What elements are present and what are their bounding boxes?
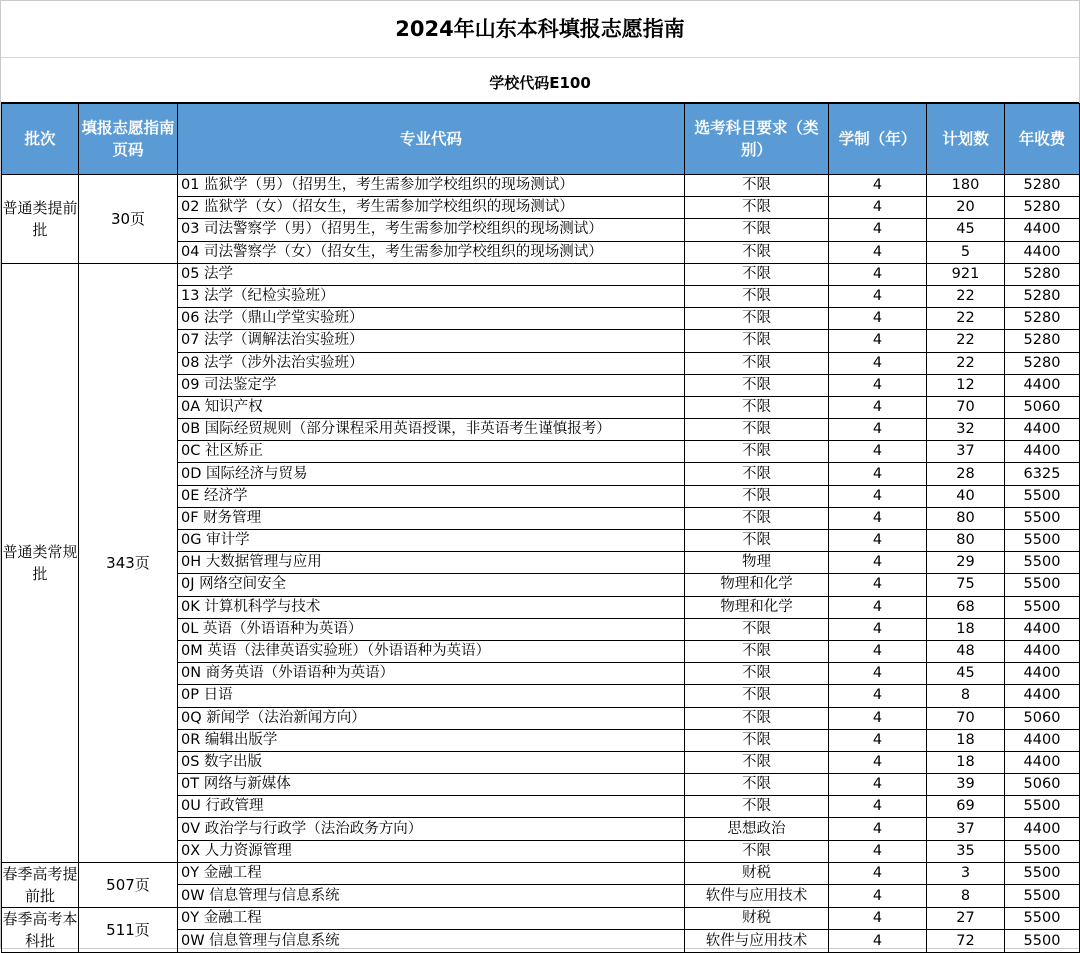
fee-cell: 5500	[1005, 552, 1080, 574]
header-major: 专业代码	[178, 104, 685, 175]
years-cell: 4	[829, 241, 927, 263]
major-cell: 0R 编辑出版学	[178, 729, 685, 751]
fee-cell: 5500	[1005, 862, 1080, 885]
fee-cell: 5060	[1005, 396, 1080, 418]
plan-cell: 37	[927, 441, 1005, 463]
years-cell: 4	[829, 930, 927, 953]
fee-cell: 5500	[1005, 885, 1080, 908]
years-cell: 4	[829, 530, 927, 552]
admission-plan-table	[1, 103, 1080, 953]
major-cell: 04 司法警察学（女）（招女生，考生需参加学校组织的现场测试）	[178, 241, 685, 263]
major-cell: 0T 网络与新媒体	[178, 774, 685, 796]
major-cell: 0N 商务英语（外语语种为英语）	[178, 663, 685, 685]
subject-cell: 不限	[685, 219, 829, 241]
subject-cell: 不限	[685, 751, 829, 773]
major-cell: 0A 知识产权	[178, 396, 685, 418]
fee-cell: 5500	[1005, 507, 1080, 529]
years-cell: 4	[829, 729, 927, 751]
major-cell: 02 监狱学（女）（招女生，考生需参加学校组织的现场测试）	[178, 197, 685, 219]
table-row	[2, 907, 1080, 930]
major-cell: 07 法学（调解法治实验班）	[178, 330, 685, 352]
fee-cell: 4400	[1005, 374, 1080, 396]
years-cell: 4	[829, 596, 927, 618]
years-cell: 4	[829, 441, 927, 463]
fee-cell: 4400	[1005, 241, 1080, 263]
fee-cell: 5280	[1005, 285, 1080, 307]
years-cell: 4	[829, 352, 927, 374]
major-cell: 09 司法鉴定学	[178, 374, 685, 396]
fee-cell: 5500	[1005, 840, 1080, 862]
major-cell: 0F 财务管理	[178, 507, 685, 529]
fee-cell: 4400	[1005, 729, 1080, 751]
subject-cell: 不限	[685, 308, 829, 330]
plan-cell: 18	[927, 618, 1005, 640]
plan-cell: 8	[927, 685, 1005, 707]
major-cell: 0M 英语（法律英语实验班）（外语语种为英语）	[178, 640, 685, 662]
subject-cell: 不限	[685, 507, 829, 529]
subject-cell: 软件与应用技术	[685, 885, 829, 908]
header-fee: 年收费	[1005, 104, 1080, 175]
major-cell: 0B 国际经贸规则（部分课程采用英语授课，非英语考生谨慎报考）	[178, 419, 685, 441]
plan-cell: 22	[927, 352, 1005, 374]
subject-cell: 不限	[685, 197, 829, 219]
plan-cell: 70	[927, 396, 1005, 418]
fee-cell: 5060	[1005, 707, 1080, 729]
years-cell: 4	[829, 640, 927, 662]
table-row	[2, 263, 1080, 285]
subject-cell: 不限	[685, 463, 829, 485]
plan-cell: 18	[927, 729, 1005, 751]
fee-cell: 5500	[1005, 574, 1080, 596]
fee-cell: 4400	[1005, 219, 1080, 241]
plan-cell: 22	[927, 330, 1005, 352]
years-cell: 4	[829, 507, 927, 529]
subject-cell: 不限	[685, 441, 829, 463]
years-cell: 4	[829, 907, 927, 930]
years-cell: 4	[829, 574, 927, 596]
header-years: 学制（年）	[829, 104, 927, 175]
years-cell: 4	[829, 751, 927, 773]
guide-page-cell: 507页	[79, 862, 178, 907]
years-cell: 4	[829, 197, 927, 219]
plan-cell: 69	[927, 796, 1005, 818]
subject-cell: 不限	[685, 241, 829, 263]
years-cell: 4	[829, 862, 927, 885]
subject-cell: 不限	[685, 175, 829, 197]
major-cell: 0W 信息管理与信息系统	[178, 885, 685, 908]
major-cell: 0C 社区矫正	[178, 441, 685, 463]
subject-cell: 不限	[685, 640, 829, 662]
years-cell: 4	[829, 219, 927, 241]
plan-cell: 28	[927, 463, 1005, 485]
major-cell: 08 法学（涉外法治实验班）	[178, 352, 685, 374]
years-cell: 4	[829, 263, 927, 285]
plan-cell: 18	[927, 751, 1005, 773]
major-cell: 0U 行政管理	[178, 796, 685, 818]
plan-cell: 40	[927, 485, 1005, 507]
subject-cell: 不限	[685, 840, 829, 862]
subject-cell: 不限	[685, 396, 829, 418]
major-cell: 03 司法警察学（男）（招男生，考生需参加学校组织的现场测试）	[178, 219, 685, 241]
plan-cell: 27	[927, 907, 1005, 930]
subject-cell: 不限	[685, 618, 829, 640]
major-cell: 0E 经济学	[178, 485, 685, 507]
subject-cell: 不限	[685, 774, 829, 796]
plan-cell: 35	[927, 840, 1005, 862]
header-batch: 批次	[2, 104, 79, 175]
fee-cell: 5280	[1005, 352, 1080, 374]
plan-cell: 29	[927, 552, 1005, 574]
years-cell: 4	[829, 840, 927, 862]
major-cell: 0S 数字出版	[178, 751, 685, 773]
fee-cell: 4400	[1005, 640, 1080, 662]
fee-cell: 4400	[1005, 685, 1080, 707]
fee-cell: 5280	[1005, 330, 1080, 352]
fee-cell: 6325	[1005, 463, 1080, 485]
major-cell: 05 法学	[178, 263, 685, 285]
fee-cell: 5500	[1005, 485, 1080, 507]
major-cell: 0Y 金融工程	[178, 862, 685, 885]
plan-cell: 80	[927, 507, 1005, 529]
major-cell: 06 法学（鼎山学堂实验班）	[178, 308, 685, 330]
subject-cell: 财税	[685, 907, 829, 930]
subject-cell: 软件与应用技术	[685, 930, 829, 953]
years-cell: 4	[829, 818, 927, 840]
years-cell: 4	[829, 308, 927, 330]
fee-cell: 5500	[1005, 907, 1080, 930]
years-cell: 4	[829, 175, 927, 197]
header-guide-page: 填报志愿指南页码	[79, 104, 178, 175]
subject-cell: 不限	[685, 352, 829, 374]
major-cell: 0V 政治学与行政学（法治政务方向）	[178, 818, 685, 840]
school-code-subtitle: 学校代码E100	[1, 58, 1079, 103]
fee-cell: 4400	[1005, 818, 1080, 840]
years-cell: 4	[829, 685, 927, 707]
fee-cell: 5280	[1005, 197, 1080, 219]
subject-cell: 不限	[685, 707, 829, 729]
years-cell: 4	[829, 796, 927, 818]
plan-cell: 48	[927, 640, 1005, 662]
major-cell: 0D 国际经济与贸易	[178, 463, 685, 485]
plan-cell: 921	[927, 263, 1005, 285]
major-cell: 0J 网络空间安全	[178, 574, 685, 596]
subject-cell: 物理	[685, 552, 829, 574]
major-cell: 0G 审计学	[178, 530, 685, 552]
plan-cell: 72	[927, 930, 1005, 953]
years-cell: 4	[829, 774, 927, 796]
plan-cell: 22	[927, 308, 1005, 330]
years-cell: 4	[829, 330, 927, 352]
subject-cell: 不限	[685, 419, 829, 441]
batch-cell: 春季高考本科批	[2, 907, 79, 952]
plan-cell: 80	[927, 530, 1005, 552]
plan-cell: 5	[927, 241, 1005, 263]
years-cell: 4	[829, 707, 927, 729]
plan-cell: 39	[927, 774, 1005, 796]
page-title: 2024年山东本科填报志愿指南	[1, 1, 1079, 58]
subject-cell: 不限	[685, 374, 829, 396]
plan-cell: 45	[927, 219, 1005, 241]
guide-page-cell: 343页	[79, 263, 178, 862]
major-cell: 01 监狱学（男）（招男生，考生需参加学校组织的现场测试）	[178, 175, 685, 197]
subject-cell: 思想政治	[685, 818, 829, 840]
plan-cell: 45	[927, 663, 1005, 685]
years-cell: 4	[829, 374, 927, 396]
years-cell: 4	[829, 618, 927, 640]
major-cell: 0X 人力资源管理	[178, 840, 685, 862]
plan-cell: 37	[927, 818, 1005, 840]
fee-cell: 5500	[1005, 596, 1080, 618]
subject-cell: 不限	[685, 796, 829, 818]
years-cell: 4	[829, 419, 927, 441]
fee-cell: 5280	[1005, 308, 1080, 330]
major-cell: 0W 信息管理与信息系统	[178, 930, 685, 953]
subject-cell: 物理和化学	[685, 574, 829, 596]
major-cell: 0L 英语（外语语种为英语）	[178, 618, 685, 640]
major-cell: 0P 日语	[178, 685, 685, 707]
table-body	[2, 175, 1080, 953]
fee-cell: 4400	[1005, 419, 1080, 441]
table-row	[2, 862, 1080, 885]
subject-cell: 不限	[685, 729, 829, 751]
batch-cell: 普通类常规批	[2, 263, 79, 862]
fee-cell: 5500	[1005, 930, 1080, 953]
subject-cell: 不限	[685, 285, 829, 307]
major-cell: 13 法学（纪检实验班）	[178, 285, 685, 307]
batch-cell: 普通类提前批	[2, 175, 79, 264]
subject-cell: 不限	[685, 330, 829, 352]
fee-cell: 4400	[1005, 663, 1080, 685]
table-header-row	[2, 104, 1080, 175]
major-cell: 0H 大数据管理与应用	[178, 552, 685, 574]
plan-cell: 180	[927, 175, 1005, 197]
years-cell: 4	[829, 285, 927, 307]
fee-cell: 5500	[1005, 530, 1080, 552]
header-subject: 选考科目要求（类别）	[685, 104, 829, 175]
subject-cell: 不限	[685, 485, 829, 507]
years-cell: 4	[829, 485, 927, 507]
years-cell: 4	[829, 396, 927, 418]
subject-cell: 不限	[685, 685, 829, 707]
plan-cell: 12	[927, 374, 1005, 396]
plan-cell: 22	[927, 285, 1005, 307]
guide-page-cell: 30页	[79, 175, 178, 264]
years-cell: 4	[829, 885, 927, 908]
subject-cell: 不限	[685, 530, 829, 552]
fee-cell: 4400	[1005, 751, 1080, 773]
plan-cell: 68	[927, 596, 1005, 618]
subject-cell: 财税	[685, 862, 829, 885]
subject-cell: 不限	[685, 663, 829, 685]
plan-cell: 32	[927, 419, 1005, 441]
subject-cell: 不限	[685, 263, 829, 285]
plan-cell: 70	[927, 707, 1005, 729]
plan-cell: 20	[927, 197, 1005, 219]
years-cell: 4	[829, 463, 927, 485]
plan-cell: 8	[927, 885, 1005, 908]
fee-cell: 4400	[1005, 441, 1080, 463]
major-cell: 0K 计算机科学与技术	[178, 596, 685, 618]
fee-cell: 4400	[1005, 618, 1080, 640]
table-row	[2, 175, 1080, 197]
fee-cell: 5280	[1005, 175, 1080, 197]
batch-cell: 春季高考提前批	[2, 862, 79, 907]
major-cell: 0Q 新闻学（法治新闻方向）	[178, 707, 685, 729]
plan-cell: 3	[927, 862, 1005, 885]
fee-cell: 5500	[1005, 796, 1080, 818]
years-cell: 4	[829, 663, 927, 685]
guide-page-cell: 511页	[79, 907, 178, 952]
fee-cell: 5280	[1005, 263, 1080, 285]
plan-cell: 75	[927, 574, 1005, 596]
header-plan: 计划数	[927, 104, 1005, 175]
subject-cell: 物理和化学	[685, 596, 829, 618]
fee-cell: 5060	[1005, 774, 1080, 796]
major-cell: 0Y 金融工程	[178, 907, 685, 930]
years-cell: 4	[829, 552, 927, 574]
